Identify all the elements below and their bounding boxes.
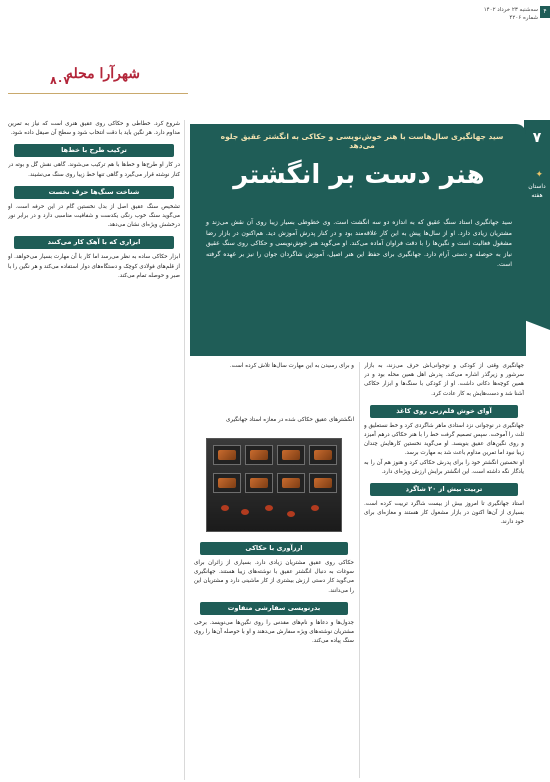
- section-heading: ارزآوری با حکاکی: [200, 542, 348, 555]
- agate-stone: [221, 505, 229, 511]
- ring-box: [213, 473, 241, 493]
- paragraph: جهانگیری در نوجوانی نزد استادی ماهر شاگردی کرد و خط نستعلیق و ثلث را آموخت. سپس تصمیم گرفت خط را با هنر حکاکی درهم آمیزد و روی نگین‌های عقیق بنویسد. او می‌گوید نخستین کارهایش چندان زیبا نبود اما تمرین مداوم باعث شد به مهارت برسد.: [364, 422, 524, 457]
- paragraph: جهانگیری وقتی از کودکی و نوجوانی‌اش حرف می‌زند، به بازار سرشور و زیرگذر اشاره می‌کند. پدرش اهل همین محله بود و در همین کوچه‌ها دکانی داشت. او از کودکی با سنگ‌ها و ابزار حکاکی آشنا شد و دست‌هایش به کار عادت کرد.: [364, 363, 524, 397]
- paragraph: شروع کرد. خطاطی و حکاکی روی عقیق هنری است که نیاز به تمرین مداوم دارد. هر نگین باید با دقت انتخاب شود و سطح آن صیقل داده شود.: [8, 121, 180, 137]
- section-heading: ابزاری که با آهک کار می‌کنند: [14, 236, 174, 249]
- section-heading: آوای خوش قلم‌زنی روی کاغذ: [370, 405, 518, 418]
- article-column-left: [8, 120, 180, 780]
- section-heading: بدرنویسی سفارشی متفاوت: [200, 602, 348, 615]
- hero-title: هنر دست بر انگشتر: [233, 160, 485, 190]
- ring-box: [277, 473, 305, 493]
- hero-lead: سید جهانگیری استاد سنگ عقیق که به اندازه دو سه انگشت است. وی خطوطی بسیار زیبا روی آن نقش می‌زند و مشتریان زیادی دارد. او از سال‌ها پیش به این کار علاقه‌مند بود و در کنار پدرش آموزش دید. هم‌اکنون در بازار رضا مشغول فعالیت است و نگین‌ها را با دقت فراوان آماده می‌کند. او می‌گوید هنر خوش‌نویسی و حکاکی روی سنگ عقیق نیاز به حوصله و دستی آرام دارد. جهانگیری برای حفظ این هنر اصیل، آموزش شاگردان جوان را نیز بر عهده گرفته است.: [206, 219, 512, 269]
- ring-display-photo: [206, 438, 342, 532]
- hero-box: [190, 124, 526, 356]
- page-number: ۴: [540, 6, 550, 18]
- agate-stone: [265, 505, 273, 511]
- paragraph: جدول‌ها و دعاها و نام‌های مقدس را روی نگین‌ها می‌نویسد. برخی مشتریان نوشته‌های ویژه سفارش می‌دهند و او با حوصله آن‌ها را روی سنگ پیاده می‌کند.: [194, 619, 354, 645]
- side-rail: [524, 120, 550, 320]
- column-divider: [359, 362, 360, 778]
- column-divider: [184, 120, 185, 780]
- side-rail-label: داستان هفته: [528, 183, 546, 199]
- ornament-icon: ✦: [535, 170, 543, 180]
- issue-date: سه‌شنبه ۲۳ خرداد ۱۴۰۲: [483, 7, 538, 13]
- paragraph: تشخیص سنگ عقیق اصل از بدل نخستین گام در این حرفه است. او می‌گوید سنگ خوب رنگی یکدست و شفافیت مناسبی دارد و در برابر نور درخشش ویژه‌ای نشان می‌دهد.: [8, 203, 180, 229]
- paragraph: استاد جهانگیری تا امروز بیش از بیست شاگرد تربیت کرده است. بسیاری از آن‌ها اکنون در بازار مشغول کار هستند و مغازه‌ای برای خود دارند.: [364, 501, 524, 526]
- side-rail-tail: [524, 320, 550, 330]
- issue-meta: [338, 6, 538, 22]
- masthead-title: شهرآرا محله: [66, 66, 140, 82]
- agate-stone: [241, 509, 249, 515]
- article-column-right: [364, 362, 524, 778]
- ring-box: [213, 445, 241, 465]
- side-rail-number: ۷: [532, 130, 542, 146]
- ring-box: [309, 445, 337, 465]
- paragraph: ابزار حکاکی ساده به نظر می‌رسد اما کار با آن مهارت بسیار می‌خواهد. او از قلم‌های فولادی کوچک و دستگاه‌های دوار استفاده می‌کند و هر نگین را با صبر و حوصله تمام می‌کند.: [8, 254, 180, 279]
- section-heading: شناخت سنگ‌ها حرف نخست: [14, 186, 174, 199]
- section-heading: تربیت بیش از ۲۰ شاگرد: [370, 483, 518, 496]
- paragraph: و برای رسیدن به این مهارت سال‌ها تلاش کرده است.: [229, 363, 354, 369]
- paragraph: در کار او طرح‌ها و خط‌ها با هم ترکیب می‌شوند. گاهی نقش گل و بوته در کنار نوشته قرار می‌گیرد و گاهی تنها خط زیبا روی سنگ می‌نشیند.: [8, 162, 180, 178]
- paragraph: حکاکی روی عقیق مشتریان زیادی دارد. بسیاری از زائران برای سوغات به دنبال انگشتر عقیق با نوشته‌های زیبا هستند. جهانگیری می‌گوید کار دستی ارزش بیشتری از کار ماشینی دارد و مشتریان این را می‌دانند.: [194, 560, 354, 594]
- agate-stone: [287, 511, 295, 517]
- masthead-divider: [8, 93, 188, 94]
- ring-box: [245, 445, 273, 465]
- photo-caption: انگشترهای عقیق حکاکی شده در مغازه استاد جهانگیری: [226, 417, 354, 423]
- agate-stone: [311, 505, 319, 511]
- section-heading: ترکیب طرح با خط‌ها: [14, 144, 174, 157]
- ring-box: [309, 473, 337, 493]
- hero-subtitle: سید جهانگیری سال‌هاست با هنر خوش‌نویسی و حکاکی به انگشتر عقیق جلوه می‌دهد: [220, 132, 504, 150]
- paragraph: او نخستین انگشتر خود را برای پدرش حکاکی کرد و هنوز هم آن را به یادگار نگه داشته است. این انگشتر برایش ارزش ویژه‌ای دارد.: [364, 459, 524, 475]
- masthead-number: ۸۰۷: [50, 74, 71, 87]
- ring-box: [277, 445, 305, 465]
- ring-box: [245, 473, 273, 493]
- issue-number: شماره ۴۲۰۶: [509, 15, 538, 21]
- article-column-middle-lower: [194, 536, 354, 778]
